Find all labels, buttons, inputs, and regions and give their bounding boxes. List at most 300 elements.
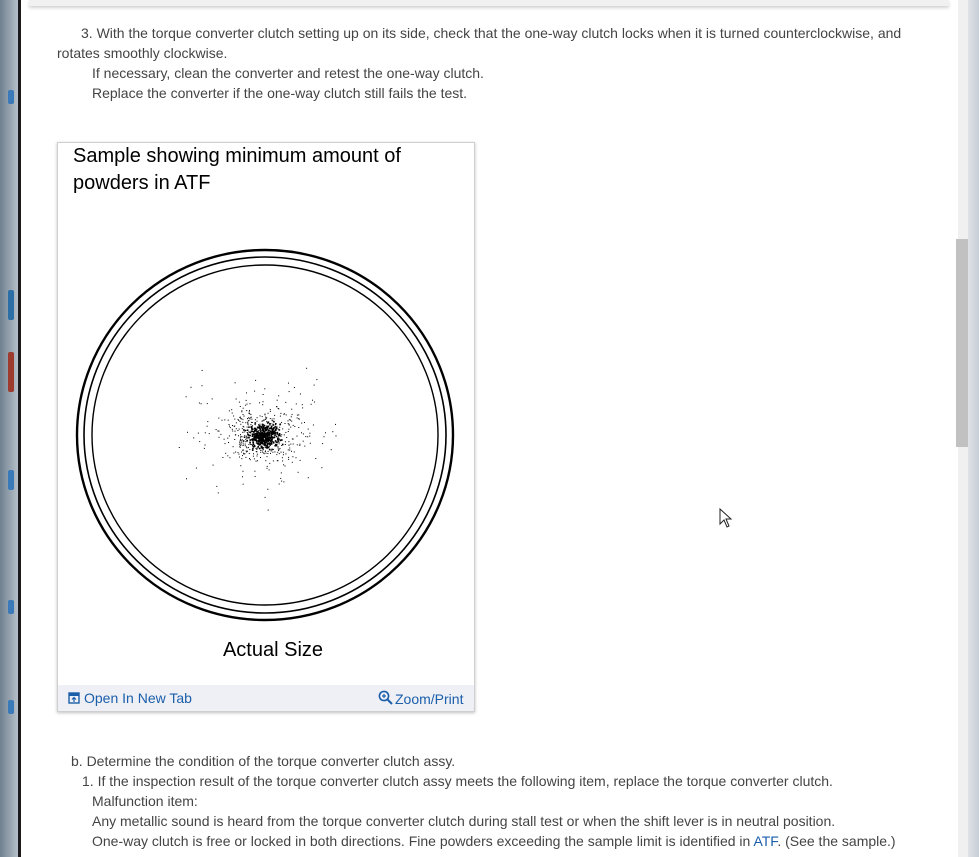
malfunction-item-text-end: . (See the sample.) — [777, 833, 896, 849]
open-new-tab-button[interactable] — [68, 690, 192, 706]
powder-particle — [282, 457, 283, 458]
powder-particle — [248, 447, 249, 448]
powder-particle — [265, 497, 266, 498]
powder-particle — [273, 421, 275, 423]
powder-particle — [240, 465, 241, 466]
powder-particle — [263, 401, 264, 402]
powder-particle — [246, 437, 247, 438]
powder-particle — [259, 448, 261, 450]
powder-particle — [273, 425, 274, 426]
powder-particle — [294, 426, 295, 427]
powder-particle — [293, 425, 294, 426]
powder-particle — [227, 438, 228, 439]
powder-particle — [270, 433, 271, 434]
powder-particle — [279, 484, 280, 485]
powder-particle — [251, 429, 253, 431]
powder-particle — [298, 418, 299, 419]
powder-particle — [274, 431, 275, 432]
powder-particle — [241, 440, 242, 441]
powder-particle — [274, 418, 275, 419]
powder-particle — [262, 404, 263, 405]
powder-particle — [255, 424, 256, 425]
powder-particle — [279, 427, 280, 428]
powder-particle — [279, 442, 280, 443]
powder-particle — [279, 449, 280, 450]
powder-particle — [268, 413, 269, 414]
atf-link[interactable]: ATF — [753, 833, 778, 849]
powder-particle — [243, 450, 244, 451]
powder-particle — [281, 434, 282, 435]
powder-particle — [262, 424, 264, 426]
powder-particle — [252, 446, 253, 447]
scrollbar-thumb[interactable] — [956, 239, 968, 447]
powder-particle — [266, 446, 267, 447]
powder-particle — [270, 453, 271, 454]
powder-particle — [260, 434, 261, 435]
powder-particle — [283, 464, 284, 465]
powder-particle — [279, 453, 280, 454]
atf-sample-figure — [57, 142, 475, 712]
powder-particle — [265, 439, 266, 440]
powder-particle — [290, 444, 291, 445]
powder-particle — [258, 427, 259, 428]
powder-particle — [247, 437, 248, 438]
powder-particle — [297, 444, 298, 445]
powder-particle — [216, 486, 217, 487]
malfunction-item-metallic-sound: Any metallic sound is heard from the torque converter clutch during stall test or when the shift lever is in neutral position. — [92, 813, 836, 829]
powder-particle — [316, 379, 317, 380]
powder-particle — [310, 443, 311, 444]
powder-particle — [247, 447, 248, 448]
powder-particle — [248, 444, 249, 445]
section-b-item1: 1. If the inspection result of the torque converter clutch assy meets the following item, replace the torque converter clutch. — [82, 773, 833, 789]
powder-particle — [294, 452, 295, 453]
malfunction-label: Malfunction item: — [92, 793, 198, 809]
powder-particle — [266, 438, 268, 440]
powder-particle — [240, 436, 241, 437]
powder-particle — [277, 460, 278, 461]
powder-particle — [336, 435, 337, 436]
powder-particle — [272, 430, 274, 432]
powder-particle — [236, 428, 237, 429]
powder-particle — [224, 439, 225, 440]
powder-particle — [288, 431, 289, 432]
powder-particle — [262, 438, 263, 439]
powder-particle — [276, 432, 277, 433]
powder-particle — [252, 440, 254, 442]
powder-particle — [232, 413, 233, 414]
powder-particle — [281, 445, 282, 446]
powder-particle — [246, 392, 247, 393]
powder-particle — [280, 413, 281, 414]
powder-particle — [229, 435, 230, 436]
step3-text-line2: rotates smoothly clockwise. — [57, 45, 228, 61]
powder-particle — [196, 468, 197, 469]
powder-particle — [266, 453, 267, 454]
powder-particle — [335, 424, 336, 425]
powder-particle — [280, 478, 281, 479]
step3-note-replace: Replace the converter if the one-way clutch still fails the test. — [92, 85, 468, 101]
powder-particle — [289, 448, 290, 449]
powder-particle — [277, 452, 278, 453]
powder-particle — [244, 416, 245, 417]
powder-particle — [272, 419, 273, 420]
powder-particle — [246, 400, 247, 401]
powder-particle — [262, 430, 263, 431]
powder-particle — [250, 432, 252, 434]
powder-particle — [229, 424, 230, 425]
powder-particle — [256, 451, 257, 452]
powder-particle — [273, 442, 275, 444]
powder-particle — [205, 432, 206, 433]
powder-particle — [256, 449, 257, 450]
powder-particle — [199, 441, 200, 442]
powder-particle — [292, 462, 293, 463]
powder-particle — [266, 418, 267, 419]
powder-particle — [273, 437, 275, 439]
powder-particle — [257, 444, 258, 445]
powder-particle — [267, 445, 269, 447]
powder-particle — [276, 454, 277, 455]
powder-particle — [269, 423, 271, 425]
powder-particle — [267, 468, 268, 469]
powder-particle — [291, 451, 292, 452]
powder-particle — [263, 449, 264, 450]
powder-particle — [270, 418, 271, 419]
powder-particle — [301, 432, 302, 433]
powder-particle — [315, 458, 316, 459]
powder-particle — [281, 452, 282, 453]
powder-particle — [281, 472, 282, 473]
powder-particle — [209, 433, 210, 434]
powder-particle — [248, 431, 249, 432]
powder-particle — [240, 445, 241, 446]
powder-particle — [279, 435, 280, 436]
powder-particle — [250, 435, 251, 436]
powder-particle — [241, 411, 242, 412]
powder-particle — [256, 448, 257, 449]
powder-particle — [325, 432, 326, 433]
document-content — [21, 0, 958, 857]
window-right-border — [968, 0, 979, 857]
powder-particle — [275, 440, 277, 442]
powder-particle — [198, 433, 199, 434]
powder-particle — [266, 426, 267, 427]
powder-particle — [248, 426, 249, 427]
powder-particle — [234, 426, 235, 427]
powder-particle — [245, 457, 246, 458]
powder-particle — [264, 432, 265, 433]
powder-particle — [278, 446, 279, 447]
figure-caption: Actual Size — [222, 639, 324, 661]
powder-particle — [303, 433, 304, 434]
powder-particle — [256, 461, 257, 462]
powder-particle — [288, 441, 289, 442]
powder-particle — [301, 423, 302, 424]
powder-particle — [271, 439, 273, 441]
powder-particle — [250, 444, 251, 445]
powder-particle — [252, 439, 253, 440]
powder-particle — [265, 436, 266, 437]
powder-particle — [228, 442, 229, 443]
powder-particle — [258, 448, 259, 449]
powder-particle — [258, 438, 259, 439]
powder-particle — [249, 458, 250, 459]
powder-particle — [275, 434, 277, 436]
powder-particle — [245, 441, 246, 442]
powder-particle — [247, 429, 249, 431]
powder-particle — [250, 441, 251, 442]
powder-particle — [276, 436, 278, 438]
powder-particle — [254, 431, 255, 432]
powder-particle — [229, 426, 230, 427]
powder-particle — [269, 469, 270, 470]
powder-particle — [270, 409, 271, 410]
powder-particle — [298, 414, 299, 415]
powder-particle — [265, 447, 266, 448]
figure-title-line1: Sample showing minimum amount of — [73, 145, 401, 167]
powder-particle — [234, 419, 235, 420]
powder-particle — [291, 421, 292, 422]
powder-particle — [250, 403, 251, 404]
powder-particle — [249, 427, 250, 428]
powder-particle — [270, 411, 271, 412]
powder-particle — [255, 448, 256, 449]
powder-particle — [219, 431, 220, 432]
powder-particle — [269, 446, 270, 447]
powder-particle — [254, 445, 255, 446]
zoom-icon — [378, 690, 393, 705]
powder-particle — [232, 429, 233, 430]
powder-particle — [275, 444, 277, 446]
powder-particle — [266, 421, 267, 422]
powder-particle — [256, 443, 257, 444]
powder-particle — [268, 439, 269, 440]
powder-particle — [268, 451, 269, 452]
powder-particle — [253, 432, 254, 433]
powder-particle — [252, 425, 253, 426]
powder-particle — [249, 449, 250, 450]
powder-particle — [299, 444, 300, 445]
powder-particle — [278, 435, 279, 436]
powder-particle — [234, 439, 235, 440]
powder-particle — [274, 435, 275, 436]
powder-particle — [243, 445, 244, 446]
powder-particle — [259, 443, 260, 444]
powder-particle — [265, 442, 266, 443]
powder-particle — [248, 436, 249, 437]
powder-particle — [248, 417, 249, 418]
powder-particle — [217, 431, 218, 432]
powder-particle — [255, 476, 256, 477]
powder-particle — [286, 437, 287, 438]
powder-particle — [264, 444, 265, 445]
powder-particle — [283, 414, 284, 415]
powder-particle — [300, 460, 301, 461]
powder-particle — [252, 422, 253, 423]
powder-particle — [280, 416, 281, 417]
powder-particle — [259, 402, 260, 403]
powder-particle — [288, 423, 289, 424]
powder-particle — [231, 409, 232, 410]
powder-particle — [265, 432, 266, 433]
powder-particle — [266, 428, 267, 429]
powder-particle — [270, 437, 271, 438]
powder-particle — [248, 434, 249, 435]
powder-particle — [267, 489, 268, 490]
powder-particle — [240, 443, 241, 444]
powder-particle — [249, 453, 250, 454]
powder-particle — [263, 426, 264, 427]
powder-particle — [245, 430, 246, 431]
powder-particle — [205, 445, 206, 446]
powder-particle — [264, 443, 265, 444]
powder-particle — [254, 458, 255, 459]
powder-particle — [273, 441, 274, 442]
powder-particle — [271, 449, 273, 451]
powder-particle — [288, 420, 289, 421]
powder-particle — [235, 435, 236, 436]
powder-particle — [283, 452, 284, 453]
powder-particle — [243, 471, 244, 472]
powder-particle — [245, 444, 246, 445]
powder-particle — [277, 433, 278, 434]
powder-particle — [240, 447, 241, 448]
powder-particle — [251, 417, 252, 418]
powder-particle — [271, 435, 272, 436]
powder-particle — [243, 426, 244, 427]
powder-particle — [265, 460, 266, 461]
powder-particle — [255, 428, 257, 430]
powder-particle — [225, 443, 226, 444]
powder-particle — [256, 441, 258, 443]
powder-particle — [297, 415, 298, 416]
powder-particle — [277, 442, 278, 443]
powder-particle — [247, 418, 248, 419]
powder-particle — [235, 452, 236, 453]
powder-particle — [245, 405, 246, 406]
powder-particle — [289, 391, 290, 392]
powder-particle — [252, 434, 253, 435]
powder-particle — [291, 416, 292, 417]
powder-particle — [239, 402, 240, 403]
powder-particle — [312, 400, 313, 401]
powder-particle — [260, 424, 261, 425]
powder-particle — [186, 396, 187, 397]
powder-particle — [251, 444, 252, 445]
powder-particle — [222, 420, 223, 421]
powder-particle — [262, 450, 263, 451]
powder-particle — [247, 427, 248, 428]
powder-particle — [257, 432, 258, 433]
powder-particle — [218, 492, 219, 493]
powder-particle — [244, 436, 246, 438]
powder-particle — [314, 385, 315, 386]
powder-particle — [261, 446, 262, 447]
powder-particle — [224, 419, 225, 420]
powder-particle — [262, 434, 263, 435]
zoom-print-button[interactable] — [378, 690, 463, 707]
powder-particle — [288, 457, 289, 458]
powder-particle — [243, 443, 244, 444]
powder-particle — [263, 427, 265, 429]
powder-particle — [283, 454, 284, 455]
powder-particle — [251, 419, 252, 420]
powder-particle — [289, 450, 290, 451]
powder-particle — [272, 452, 273, 453]
malfunction-item-text: One-way clutch is free or locked in both directions. Fine powders exceeding the sample limit is identified in — [92, 833, 754, 849]
powder-particle — [278, 408, 279, 409]
powder-particle — [271, 431, 272, 432]
powder-particle — [276, 429, 277, 430]
powder-particle — [244, 431, 245, 432]
powder-particle — [243, 408, 244, 409]
powder-particle — [265, 414, 266, 415]
powder-particle — [240, 434, 241, 435]
powder-particle — [313, 425, 314, 426]
powder-particle — [246, 438, 247, 439]
powder-particle — [241, 458, 242, 459]
powder-particle — [276, 445, 277, 446]
sample-dish-illustration — [58, 143, 474, 683]
powder-particle — [222, 457, 223, 458]
powder-particle — [249, 413, 250, 414]
powder-particle — [260, 428, 261, 429]
powder-particle — [262, 436, 263, 437]
metal-powder-particles — [179, 368, 337, 511]
powder-particle — [309, 436, 310, 437]
powder-particle — [242, 419, 243, 420]
powder-particle — [271, 451, 272, 452]
powder-particle — [241, 442, 242, 443]
powder-particle — [265, 434, 267, 436]
powder-particle — [283, 481, 284, 482]
powder-particle — [253, 453, 254, 454]
powder-particle — [246, 410, 247, 411]
powder-particle — [243, 440, 245, 442]
powder-particle — [252, 448, 254, 450]
powder-particle — [258, 441, 259, 442]
powder-particle — [202, 370, 203, 371]
powder-particle — [249, 439, 251, 441]
powder-particle — [275, 429, 277, 431]
powder-particle — [255, 422, 257, 424]
powder-particle — [247, 432, 248, 433]
powder-particle — [242, 455, 243, 456]
powder-particle — [269, 428, 270, 429]
powder-particle — [254, 391, 255, 392]
powder-particle — [239, 444, 240, 445]
powder-particle — [252, 441, 253, 442]
powder-particle — [241, 418, 242, 419]
figure-title-line2: powders in ATF — [73, 172, 211, 194]
powder-particle — [281, 436, 282, 437]
powder-particle — [282, 440, 283, 441]
powder-particle — [254, 446, 255, 447]
powder-particle — [288, 449, 289, 450]
powder-particle — [243, 414, 244, 415]
powder-particle — [273, 428, 274, 429]
powder-particle — [245, 422, 246, 423]
powder-particle — [186, 478, 187, 479]
powder-particle — [264, 437, 265, 438]
powder-particle — [216, 429, 217, 430]
powder-particle — [255, 440, 256, 441]
powder-particle — [240, 439, 241, 440]
powder-particle — [187, 432, 188, 433]
powder-particle — [244, 453, 245, 454]
powder-particle — [286, 414, 287, 415]
